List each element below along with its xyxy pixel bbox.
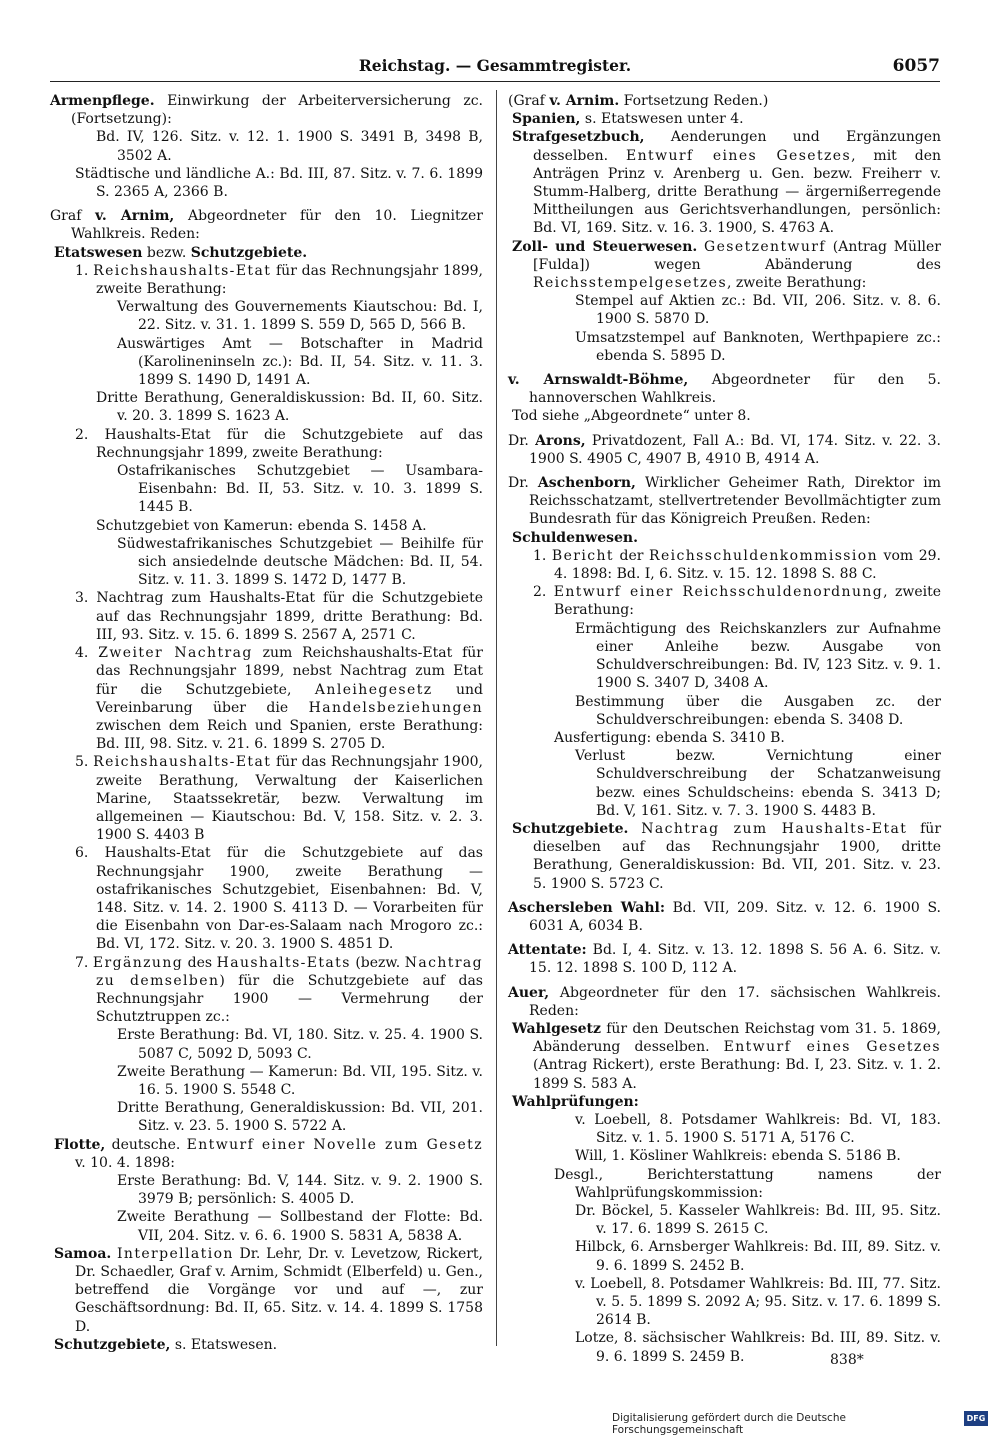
- header-rule: [50, 81, 940, 82]
- body-text: [628, 821, 641, 837]
- index-paragraph: [508, 620, 941, 693]
- index-paragraph: [50, 389, 483, 425]
- body-text: (bezw.: [350, 954, 405, 971]
- spaced-text: Nachtrag zu demselben: [96, 954, 484, 989]
- index-paragraph: [508, 1166, 941, 1202]
- body-text: ) für die Schutzgebiete auf das Rechnungsjahr 1900 — Vermehrung der Schutztruppen zc.:: [96, 972, 483, 1026]
- body-text: Privatdozent, Fall A.: Bd. VI, 174. Sitz. v. 22. 3. 1900 S. 4905 C, 4907 B, 4910 B, 4914 A.: [529, 432, 941, 467]
- index-keyword: Schutzgebiete.: [190, 244, 308, 261]
- spaced-text: Entwurf einer Reichsschuldenordnung: [553, 584, 884, 601]
- index-keyword: Flotte,: [54, 1136, 106, 1153]
- body-text: Auswärtiges Amt — Botschafter in Madrid (Karolineninseln zc.): Bd. II, 54. Sitz. v. 11. 3. 1899 S. 1490 D, 1491 A.: [117, 335, 483, 389]
- body-text: Städtische und ländliche A.: Bd. III, 87. Sitz. v. 7. 6. 1899 S. 2365 A, 2366 B.: [75, 165, 483, 201]
- spaced-text: Bericht: [551, 547, 614, 564]
- index-paragraph: [508, 899, 941, 935]
- body-text: s. Etatswesen.: [170, 1336, 278, 1353]
- index-keyword: Armenpflege.: [50, 93, 155, 109]
- index-paragraph: [508, 128, 941, 237]
- spaced-text: Gesetzentwurf: [704, 238, 826, 255]
- body-text: Dr.: [508, 475, 538, 492]
- index-paragraph: [508, 941, 941, 977]
- index-keyword: Etatswesen: [54, 244, 143, 261]
- index-keyword: Schutzgebiete.: [512, 820, 629, 837]
- index-paragraph: [508, 747, 941, 820]
- body-text: Verwaltung des Gouvernements Kiautschou: Bd. I, 22. Sitz. v. 31. 1. 1899 S. 559 D, 565 D, 566 B.: [117, 299, 483, 334]
- body-text: 2. Haushalts-Etat für die Schutzgebiete auf das Rechnungsjahr 1899, zweite Berathung:: [75, 426, 483, 461]
- body-text: Aenderungen und Ergänzungen desselben.: [533, 129, 941, 164]
- body-text: v. Loebell, 8. Potsdamer Wahlkreis: Bd. VI, 183. Sitz. v. 1. 5. 1900 S. 5171 A, 5176 C.: [575, 1111, 941, 1147]
- index-paragraph: [50, 462, 483, 517]
- index-keyword: Arons,: [535, 432, 586, 449]
- index-keyword: v. Arnswaldt-Böhme,: [508, 372, 689, 389]
- page-header: [50, 56, 940, 80]
- body-text: Stempel auf Aktien zc.: Bd. VII, 206. Sitz. v. 8. 6. 1900 S. 5870 D.: [575, 293, 941, 328]
- running-title: Reichstag. — Gesammtregister.: [358, 56, 632, 75]
- body-text: des: [183, 954, 217, 971]
- index-paragraph: [50, 128, 483, 164]
- index-paragraph: [50, 844, 483, 953]
- body-text: Erste Berathung: Bd. VI, 180. Sitz. v. 25. 4. 1900 S. 5087 C, 5092 D, 5093 C.: [117, 1027, 483, 1062]
- index-paragraph: [50, 1172, 483, 1208]
- body-text: Südwestafrikanisches Schutzgebiet — Beihilfe für sich ansiedelnde deutsche Mädchen: Bd. II, 54. Sitz. v. 11. 3. 1899 S. 1472 D, 1477 B.: [117, 535, 483, 589]
- body-text: Bd. VII, 209. Sitz. v. 12. 6. 1900 S. 6031 A, 6034 B.: [529, 899, 941, 934]
- body-text: (Antrag Müller [Fulda]) wegen Abänderung des: [533, 238, 941, 273]
- index-paragraph: [50, 207, 483, 243]
- body-text: Abgeordneter für den 17. sächsischen Wahlkreis. Reden:: [529, 984, 941, 1019]
- index-keyword: Strafgesetzbuch,: [512, 129, 645, 146]
- body-text: Dritte Berathung, Generaldiskussion: Bd. VII, 201. Sitz. v. 23. 5. 1900 S. 5722 A.: [117, 1100, 483, 1135]
- index-paragraph: [50, 535, 483, 590]
- body-text: v. Loebell, 8. Potsdamer Wahlkreis: Bd. III, 77. Sitz. v. 5. 5. 1899 S. 2092 A; 95. Sitz. v. 17. 6. 1899 S. 2614 B.: [575, 1275, 941, 1329]
- body-text: Einwirkung der Arbeiterversicherung zc. (Fortsetzung):: [71, 93, 483, 128]
- body-text: , zweite Berathung:: [554, 584, 942, 619]
- body-text: bezw.: [142, 244, 191, 261]
- index-paragraph: [508, 1093, 941, 1111]
- signature-mark: 838*: [830, 1352, 864, 1368]
- body-text: Ostafrikanisches Schutzgebiet — Usambara-Eisenbahn: Bd. II, 53. Sitz. v. 10. 3. 1899 S. 1445 B.: [117, 463, 483, 516]
- index-paragraph: [50, 517, 483, 535]
- index-keyword: Spanien,: [512, 111, 581, 128]
- index-paragraph: [508, 92, 941, 110]
- index-paragraph: [50, 298, 483, 334]
- index-paragraph: [50, 1208, 483, 1244]
- spaced-text: Ergänzung: [92, 954, 184, 971]
- index-paragraph: [50, 1063, 483, 1099]
- column-divider: [496, 90, 497, 1346]
- body-text: Umsatzstempel auf Banknoten, Werthpapiere zc.: ebenda S. 5895 D.: [575, 329, 941, 364]
- index-keyword: v. Arnim,: [95, 208, 175, 225]
- body-text: Dr.: [508, 432, 536, 449]
- body-text: (Antrag Rickert), erste Berathung: Bd. I, 23. Sitz. v. 1. 2. 1899 S. 583 A.: [533, 1057, 941, 1092]
- footer-credit: Digitalisierung gefördert durch die Deutsche Forschungsgemeinschaft: [612, 1412, 846, 1436]
- spaced-text: Reichsschuldenkommission: [649, 547, 878, 564]
- body-text: zwischen dem Reich und Spanien, erste Berathung: Bd. III, 98. Sitz. v. 21. 6. 1899 S. 2705 D.: [96, 717, 483, 753]
- index-paragraph: [508, 432, 941, 468]
- index-paragraph: [508, 1111, 941, 1147]
- body-text: Verlust bezw. Vernichtung einer Schuldverschreibung der Schatzanweisung bezw. eines Schuldscheins: ebenda S. 3413 D; Bd. V, 161. Sitz. v. 7. 3. 1900 S. 4483 B.: [575, 748, 941, 819]
- index-paragraph: [508, 371, 941, 407]
- spaced-text: Nachtrag zum Haushalts-Etat: [641, 820, 908, 837]
- body-text: , mit den Anträgen Prinz v. Arenberg u. Gen. bezw. Freiherr v. Stumm-Halberg, dritte Berathung — ärgernißerregende Mittheilungen aus Gerichtsverhandlungen, persönlich: Bd. VI, 169. Sitz. v. 16. 3. 1900, S. 4763 A.: [533, 147, 941, 237]
- body-text: Abgeordneter für den 5. hannoverschen Wahlkreis.: [529, 372, 941, 407]
- body-text: 7.: [75, 954, 93, 971]
- body-text: für dieselben auf das Rechnungsjahr 1900, dritte Berathung, Generaldiskussion: Bd. VII, 201. Sitz. v. 23. 5. 1900 S. 5723 C.: [533, 820, 942, 892]
- index-paragraph: [50, 954, 483, 1027]
- index-paragraph: [508, 110, 941, 128]
- index-paragraph: [508, 1202, 941, 1238]
- left-column: [50, 92, 483, 1354]
- index-paragraph: [50, 244, 483, 262]
- body-text: Desgl., Berichterstattung namens der Wahlprüfungskommission:: [554, 1166, 941, 1201]
- index-keyword: Samoa.: [54, 1245, 112, 1262]
- index-paragraph: [50, 1245, 483, 1336]
- index-paragraph: [508, 1147, 941, 1165]
- body-text: Bd. I, 4. Sitz. v. 13. 12. 1898 S. 56 A. 6. Sitz. v. 15. 12. 1898 S. 100 D, 112 A.: [529, 942, 941, 977]
- spaced-text: Reichsstempelgesetzes: [533, 275, 728, 292]
- body-text: Zweite Berathung — Sollbestand der Flotte: Bd. VII, 204. Sitz. v. 6. 6. 1900 S. 5831 A, 5838 A.: [117, 1209, 483, 1244]
- body-text: für das Rechnungsjahr 1899, zweite Berathung:: [96, 262, 484, 298]
- index-paragraph: [508, 729, 941, 747]
- index-paragraph: [50, 335, 483, 390]
- index-keyword: v. Arnim.: [549, 93, 620, 109]
- spaced-text: Anleihegesetz: [314, 681, 433, 698]
- spaced-text: Haushalts-Etats: [216, 954, 351, 971]
- index-paragraph: [508, 984, 941, 1020]
- body-text: Abgeordneter für den 10. Liegnitzer Wahlkreis. Reden:: [71, 208, 483, 243]
- index-paragraph: [508, 407, 941, 425]
- body-text: Tod siehe „Abgeordnete“ unter 8.: [512, 408, 751, 425]
- index-keyword: Auer,: [508, 984, 550, 1001]
- index-paragraph: [50, 644, 483, 753]
- body-text: für das Rechnungsjahr 1900, zweite Berathung, Verwaltung der Kaiserlichen Marine, Staatssekretär, bezw. Verwaltung im allgemeinen — Kiautschou: Bd. V, 158. Sitz. v. 2. 3. 1900 S. 4403 B: [96, 754, 484, 844]
- index-paragraph: [508, 292, 941, 328]
- body-text: zum Reichshaushalts-Etat für das Rechnungsjahr 1899, nebst Nachtrag zum Etat für die Schutzgebiete,: [96, 645, 483, 698]
- body-text: Dritte Berathung, Generaldiskussion: Bd. II, 60. Sitz. v. 20. 3. 1899 S. 1623 A.: [96, 390, 483, 425]
- index-paragraph: [508, 1275, 941, 1330]
- index-paragraph: [50, 1336, 483, 1354]
- body-text: , zweite Berathung:: [727, 275, 867, 292]
- index-paragraph: [508, 693, 941, 729]
- body-text: Bd. IV, 126. Sitz. v. 12. 1. 1900 S. 3491 B, 3498 B, 3502 A.: [96, 129, 483, 164]
- index-keyword: Aschenborn,: [537, 475, 636, 492]
- index-paragraph: [508, 1238, 941, 1274]
- body-text: Graf: [50, 208, 96, 225]
- index-keyword: Aschersleben Wahl:: [508, 899, 665, 916]
- body-text: vom 29. 4. 1898: Bd. I, 6. Sitz. v. 15. 12. 1898 S. 88 C.: [554, 547, 941, 583]
- page-number: 6057: [892, 56, 940, 76]
- body-text: 3. Nachtrag zum Haushalts-Etat für die Schutzgebiete auf das Rechnungsjahr 1899, dritte Berathung: Bd. III, 93. Sitz. v. 15. 6. 1899 S. 2567 A, 2571 C.: [75, 590, 483, 643]
- index-paragraph: [508, 529, 941, 547]
- body-text: Zweite Berathung — Kamerun: Bd. VII, 195. Sitz. v. 16. 5. 1900 S. 5548 C.: [117, 1063, 483, 1098]
- body-text: Fortsetzung Reden.): [619, 93, 769, 109]
- body-text: 1.: [533, 547, 552, 564]
- index-keyword: Zoll- und Steuerwesen.: [512, 238, 698, 255]
- body-text: (Graf: [508, 93, 550, 109]
- index-paragraph: [50, 92, 483, 128]
- body-text: Schutzgebiet von Kamerun: ebenda S. 1458 A.: [96, 517, 427, 534]
- spaced-text: Handelsbeziehungen: [308, 699, 483, 716]
- body-text: Bestimmung über die Ausgaben zc. der Schuldverschreibungen: ebenda S. 3408 D.: [575, 693, 941, 728]
- spaced-text: Entwurf eines Gesetzes: [626, 147, 852, 164]
- body-text: 4.: [75, 645, 99, 662]
- body-text: deutsche.: [105, 1136, 187, 1153]
- spaced-text: Entwurf eines Gesetzes: [723, 1039, 941, 1056]
- spaced-text: Reichshaushalts-Etat: [93, 262, 272, 279]
- body-text: Hilbck, 6. Arnsberger Wahlkreis: Bd. III, 89. Sitz. v. 9. 6. 1899 S. 2452 B.: [575, 1239, 941, 1274]
- body-text: Erste Berathung: Bd. V, 144. Sitz. v. 9. 2. 1900 S. 3979 B; persönlich: S. 4005 D.: [117, 1172, 483, 1208]
- body-text: v. 10. 4. 1898:: [75, 1154, 176, 1171]
- spaced-text: Entwurf einer Novelle zum Gesetz: [186, 1136, 483, 1153]
- index-keyword: Schutzgebiete,: [54, 1336, 171, 1353]
- index-paragraph: [50, 589, 483, 644]
- index-paragraph: [508, 474, 941, 529]
- body-text: 1.: [75, 262, 94, 279]
- index-paragraph: [508, 329, 941, 365]
- body-text: Dr. Böckel, 5. Kasseler Wahlkreis: Bd. III, 95. Sitz. v. 17. 6. 1899 S. 2615 C.: [575, 1202, 941, 1238]
- index-paragraph: [50, 1026, 483, 1062]
- body-text: Wirklicher Geheimer Rath, Direktor im Reichsschatzamt, stellvertretender Bevollmächtigter zum Bundesrath für das Königreich Preußen. Reden:: [529, 475, 942, 528]
- body-text: 6. Haushalts-Etat für die Schutzgebiete auf das Rechnungsjahr 1900, zweite Berathung — ostafrikanisches Schutzgebiet, Eisenbahnen: Bd. V, 148. Sitz. v. 14. 2. 1900 S. 4113 D. — Vorarbeiten für die Eisenbahn von Dar-es-Salaam nach Mrogoro zc.: Bd. VI, 172. Sitz. v. 20. 3. 1900 S. 4851 D.: [75, 845, 483, 953]
- body-text: Dr. Lehr, Dr. v. Levetzow, Rickert, Dr. Schaedler, Graf v. Arnim, Schmidt (Elberfeld) u. Gen., betreffend die Vorgänge vor und auf —, zur Geschäftsordnung: Bd. II, 65. Sitz. v. 14. 4. 1899 S. 1758 D.: [75, 1245, 483, 1335]
- index-paragraph: [508, 1020, 941, 1093]
- index-paragraph: [50, 1099, 483, 1135]
- index-paragraph: [508, 547, 941, 583]
- footer: [612, 1411, 988, 1436]
- index-paragraph: [50, 426, 483, 462]
- body-text: der: [613, 547, 650, 564]
- index-keyword: Schuldenwesen.: [512, 529, 638, 546]
- index-paragraph: [508, 1329, 941, 1365]
- body-text: Ermächtigung des Reichskanzlers zur Aufnahme einer Anleihe bezw. Ausgabe von Schuldverschreibungen: Bd. IV, 123 Sitz. v. 9. 1. 1900 S. 3407 D, 3408 A.: [575, 620, 941, 692]
- body-text: und Vereinbarung über die: [96, 681, 483, 716]
- spaced-text: Zweiter Nachtrag: [98, 645, 253, 662]
- body-text: Lotze, 8. sächsischer Wahlkreis: Bd. III, 89. Sitz. v. 9. 6. 1899 S. 2459 B.: [575, 1330, 941, 1365]
- index-paragraph: [50, 165, 483, 201]
- index-keyword: Wahlgesetz: [512, 1020, 601, 1037]
- index-paragraph: [508, 238, 941, 293]
- index-paragraph: [50, 753, 483, 844]
- index-paragraph: [50, 262, 483, 298]
- dfg-logo-icon: DFG: [964, 1411, 988, 1426]
- body-text: 5.: [75, 754, 94, 771]
- body-text: für den Deutschen Reichstag vom 31. 5. 1869, Abänderung desselben.: [533, 1020, 941, 1056]
- body-text: Ausfertigung: ebenda S. 3410 B.: [554, 729, 785, 746]
- body-text: 2.: [533, 584, 554, 601]
- index-keyword: Wahlprüfungen:: [512, 1093, 639, 1110]
- spaced-text: Reichshaushalts-Etat: [93, 754, 272, 771]
- body-text: Will, 1. Kösliner Wahlkreis: ebenda S. 5186 B.: [575, 1148, 901, 1165]
- spaced-text: Interpellation: [116, 1245, 234, 1262]
- index-paragraph: [508, 820, 941, 893]
- body-text: s. Etatswesen unter 4.: [580, 111, 744, 128]
- index-keyword: Attentate:: [508, 942, 587, 959]
- index-paragraph: [50, 1136, 483, 1172]
- right-column: [508, 92, 941, 1366]
- index-paragraph: [508, 583, 941, 619]
